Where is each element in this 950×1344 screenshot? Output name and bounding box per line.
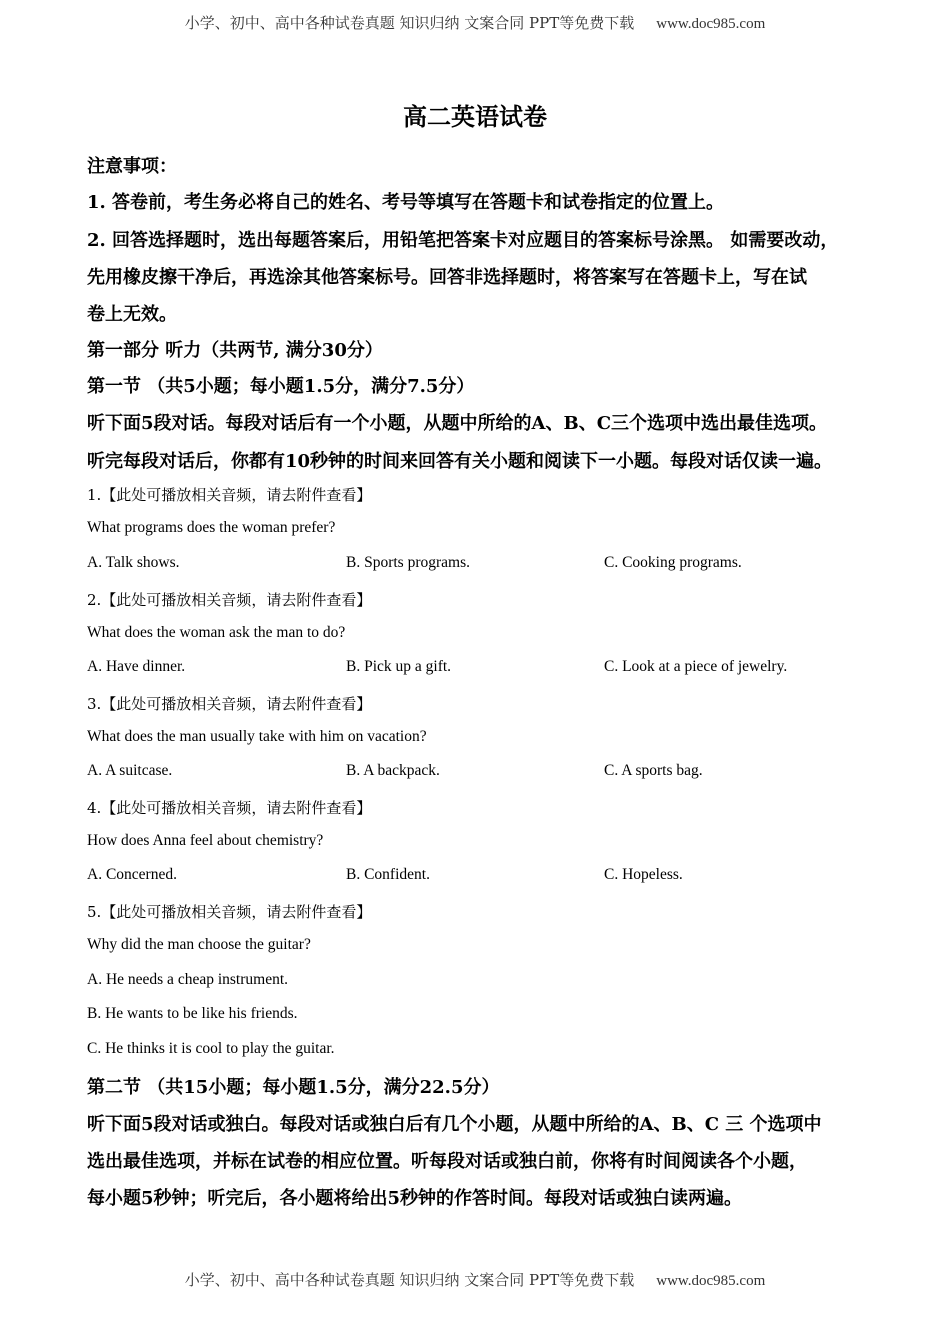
q5-option-c: C. He thinks it is cool to play the guitar. xyxy=(87,1040,335,1057)
q5-option-b: B. He wants to be like his friends. xyxy=(87,1005,298,1022)
footer-url[interactable]: www.doc985.com xyxy=(656,1273,766,1289)
part1-heading: 第一部分 听力（共两节, 满分30分） xyxy=(87,340,383,361)
q1-option-b: B. Sports programs. xyxy=(346,554,470,571)
notice-item-1: 1. 答卷前，考生务必将自己的姓名、考号等填写在答题卡和试卷指定的位置上。 xyxy=(87,192,725,213)
page-header xyxy=(0,12,950,33)
section2-heading: 第二节 （共15小题；每小题1.5分，满分22.5分） xyxy=(87,1077,500,1098)
q3-option-c: C. A sports bag. xyxy=(604,762,703,779)
header-text: 小学、初中、高中各种试卷真题 知识归纳 文案合同 PPT等免费下载 xyxy=(184,14,635,32)
q1-option-c: C. Cooking programs. xyxy=(604,554,742,571)
section2-instructions-line3: 每小题5秒钟；听完后，各小题将给出5秒钟的作答时间。每段对话或独白读两遍。 xyxy=(87,1188,743,1209)
section2-instructions-line2: 选出最佳选项，并标在试卷的相应位置。听每段对话或独白前，你将有时间阅读各个小题， xyxy=(87,1151,807,1172)
notice-item-2-line2: 先用橡皮擦干净后，再选涂其他答案标号。回答非选择题时，将答案写在答题卡上，写在试 xyxy=(87,267,807,288)
section1-heading: 第一节 （共5小题；每小题1.5分，满分7.5分） xyxy=(87,376,475,397)
notice-item-2-line1: 2. 回答选择题时，选出每题答案后，用铅笔把答案卡对应题目的答案标号涂黑。 如需要改动， xyxy=(87,230,839,251)
page-footer xyxy=(0,1269,950,1290)
q3-question: What does the man usually take with him on vacation? xyxy=(87,728,427,745)
q2-option-b: B. Pick up a gift. xyxy=(346,658,452,675)
q2-question: What does the woman ask the man to do? xyxy=(87,624,346,641)
section1-instructions-line2: 听完每段对话后，你都有10秒钟的时间来回答有关小题和阅读下一小题。每段对话仅读一遍。 xyxy=(87,451,833,472)
exam-title: 高二英语试卷 xyxy=(403,102,547,131)
notice-item-2-line3: 卷上无效。 xyxy=(87,304,177,325)
section1-instructions-line1: 听下面5段对话。每段对话后有一个小题，从题中所给的A、B、C三个选项中选出最佳选项。 xyxy=(87,413,828,434)
q3-option-a: A. A suitcase. xyxy=(87,762,173,779)
q4-option-a: A. Concerned. xyxy=(87,866,177,883)
q2-option-a: A. Have dinner. xyxy=(87,658,186,675)
q3-audio[interactable]: 3.【此处可播放相关音频，请去附件查看】 xyxy=(87,695,372,713)
q5-question: Why did the man choose the guitar? xyxy=(87,936,311,953)
q5-audio[interactable]: 5.【此处可播放相关音频，请去附件查看】 xyxy=(87,903,372,921)
footer-text: 小学、初中、高中各种试卷真题 知识归纳 文案合同 PPT等免费下载 xyxy=(184,1271,635,1289)
q1-question: What programs does the woman prefer? xyxy=(87,519,336,536)
q4-question: How does Anna feel about chemistry? xyxy=(87,832,324,849)
header-url[interactable]: www.doc985.com xyxy=(656,16,766,32)
q4-option-b: B. Confident. xyxy=(346,866,430,883)
notice-heading: 注意事项： xyxy=(87,156,177,177)
q5-option-a: A. He needs a cheap instrument. xyxy=(87,971,289,988)
section2-instructions-line1: 听下面5段对话或独白。每段对话或独白后有几个小题，从题中所给的A、B、C 三 个选项中 xyxy=(87,1114,822,1135)
q2-option-c: C. Look at a piece of jewelry. xyxy=(604,658,788,675)
q4-option-c: C. Hopeless. xyxy=(604,866,683,883)
q3-option-b: B. A backpack. xyxy=(346,762,440,779)
q2-audio[interactable]: 2.【此处可播放相关音频，请去附件查看】 xyxy=(87,591,372,609)
q1-audio[interactable]: 1.【此处可播放相关音频，请去附件查看】 xyxy=(87,486,372,504)
q4-audio[interactable]: 4.【此处可播放相关音频，请去附件查看】 xyxy=(87,799,372,817)
q1-option-a: A. Talk shows. xyxy=(87,554,180,571)
